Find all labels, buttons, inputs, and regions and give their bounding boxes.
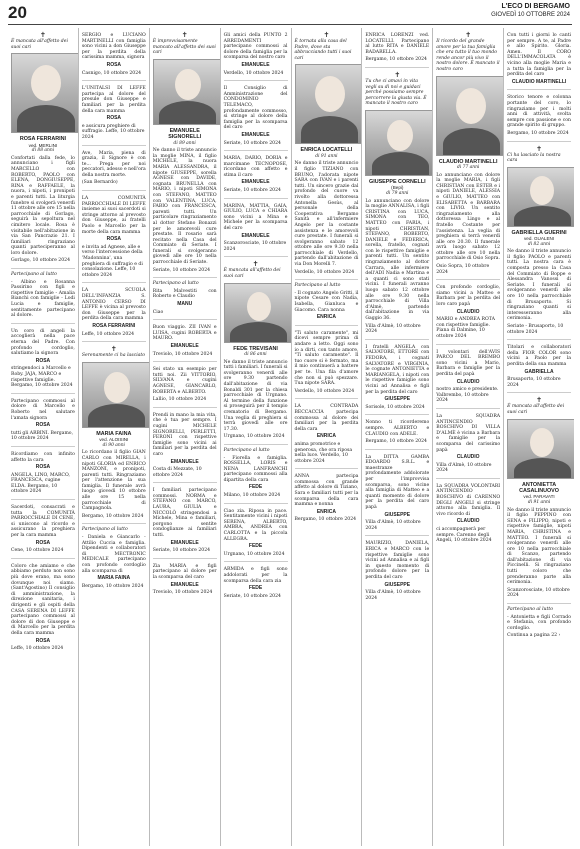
notice-place-date: Continua a pagina 22 › bbox=[507, 633, 561, 639]
notice-text: Coloro che amiamo e che abbiamo perduto non sono più dove erano, ma sono dovunque noi siamo. (Sant'Agostino) Il consiglio di amministrazione, la direzione sanitaria, i dirigenti e gli ospiti della CASA SERENA DI LEFFE partecipano commossi al dolore di don Giuseppe e di Marcello per la perdita della cara mamma bbox=[11, 563, 75, 636]
deceased-name: ANTONIETTA CASALINUOVO bbox=[519, 481, 559, 494]
notice-place-date: Bergamo, 10 ottobre 2024 bbox=[507, 130, 569, 136]
notice-text: MARINA, MATTIA, GAIA, GIULIO, LUCA e CHIARA sono vicini a Mina e Michele per la scomparsa del caro bbox=[223, 203, 288, 232]
notice-text: Lo annunciano con dolore la moglie MARIA, i figli CHRISTIAN con ESTER e i nipoti DANIELE, ALESSIA e GIULIO, MATTEO con ELISABETTA e BARBARA con LIVIO. Un sentito ringraziamento alla dottoressa Lingo e al fratello Costante per l'assistenza. La veglia di preghiera si terrà venerdì alle ore 20.30. Il funerale avrà luogo sabato 12 ottobre alle ore 10 nella parrocchiale di Osio Sopra. bbox=[436, 172, 501, 262]
cross-icon: ✝ bbox=[394, 70, 401, 79]
notice-text: Storico tenore e colonna portante del coro, lo ringraziamo per i molti anni di attività, svolta sempre con passione e con grande spirito di gruppo. bbox=[507, 95, 571, 129]
notice-text: La SQUADRA VOLONTARI ANTINCENDIO BOSCHIVO di CARENNO DEGLI ANGELI si stringe attorno alla famiglia. Il vivo ricordo di bbox=[436, 483, 501, 517]
notice-place-date: Seriate - Brusaporto, 10 ottobre 2024 bbox=[507, 324, 564, 335]
obituary-notice bbox=[224, 257, 288, 445]
notice-place-date: Villa d'Almè, 10 ottobre 2024 bbox=[365, 323, 421, 335]
notice-text: I volontari dell'AVIS PARCO DEL BREMBO sono vicini a Mario, Barbara e famiglie per la perdita del papà bbox=[436, 349, 501, 377]
notice-name-highlight: ENRICA bbox=[316, 314, 337, 321]
obituary-notice bbox=[11, 269, 75, 324]
obituary-notice bbox=[365, 340, 429, 416]
notice-place-date: e assicura preghiere di suffragio. Leffe, 10 ottobre 2024 bbox=[81, 123, 145, 140]
notice-name-highlight: FEDE bbox=[248, 543, 263, 550]
column-6 bbox=[362, 28, 433, 846]
notice-name-highlight: FEDE bbox=[248, 585, 263, 592]
portrait-photo bbox=[507, 167, 574, 227]
deceased-name: ENRICA LOCATELLI bbox=[300, 147, 353, 154]
notice-text: Con tutti i giorni lo canti per sempre. A te, al Padre e allo Spirito. Gloria. Amen. Il CORO DELL'IMMACOLATA è vicino alla moglie Maria e a tutta la famiglia per la perdita del caro bbox=[507, 33, 571, 78]
notice-name-highlight: CLAUDIO bbox=[456, 378, 480, 385]
notice-name-highlight: GIUSEPPE bbox=[384, 396, 411, 403]
notice-place-date: Treviolo, 10 ottobre 2024 bbox=[152, 351, 213, 357]
obituary-columns bbox=[8, 28, 574, 846]
obituary-notice bbox=[436, 28, 500, 280]
portrait-shoulders bbox=[372, 152, 429, 176]
notice-intro: Partecipano al lutto bbox=[11, 272, 57, 278]
notice-place-date: Villa d'Almè, 10 ottobre 2024 bbox=[365, 520, 421, 531]
notice-name-highlight: ROSA bbox=[106, 236, 122, 243]
cross-icon: ✝ bbox=[323, 31, 330, 39]
notice-text: Ave, Maria, piena di grazia, il Signore è con te... Prega per noi peccatori, adesso e nell'ora della nostra morte. bbox=[81, 150, 146, 178]
notice-text: Ricordiamo con infinito affetto la cara bbox=[11, 451, 75, 463]
obituary-notice bbox=[507, 604, 571, 643]
notice-text: Ne danno il triste annuncio la moglie MINA, il figlio MICHELE, la nuora MARIA ALESSANDRA, il nipote GIUSEPPE, sorella AGNESE con DAVIDE, cognata BRUNELLA con MARIO, i nipoti SIMONA con STEFANO, MATTEO con VALENTINA, LUCA, FABIO con FRANCESCA, parenti tutti. Un particolare ringraziamento al dottor Stefano Bonazzi per le amorevoli cure prestate. Il rosario sarà recitato nella Casa del Commiato di Seriate. I funerali si svolgeranno giovedì alle ore 10 nella parrocchiale di Seriate. bbox=[152, 148, 217, 266]
notice-text: Gli amici della PUNTO 2 ARREDAMENTI partecipano commossi al dolore della famiglia per la scomparsa del nostro caro bbox=[223, 33, 288, 61]
column-1 bbox=[8, 28, 79, 846]
notice-place-date: Scanzorosciate, 10 ottobre 2024 bbox=[507, 587, 570, 599]
notice-place-date: Osio Sopra, 10 ottobre 2024 bbox=[436, 264, 490, 275]
obituary-notice bbox=[507, 142, 571, 341]
portrait-shoulders bbox=[443, 128, 500, 156]
notice-place-date: Verdello, 10 ottobre 2024 bbox=[223, 70, 284, 76]
obituary-notice bbox=[365, 536, 429, 605]
notice-place-date: Seriate, 10 ottobre 2024 bbox=[223, 593, 281, 599]
obituary-notice bbox=[507, 340, 571, 393]
deceased-age: di 88 anni bbox=[31, 148, 55, 154]
portrait-face bbox=[175, 69, 201, 100]
notice-place-date: Bergamo, 10 ottobre 2024 bbox=[81, 583, 144, 589]
notice-place-date: Bergamo, 10 ottobre 2024 bbox=[365, 439, 427, 445]
portrait-shoulders bbox=[88, 404, 145, 428]
portrait-face bbox=[31, 65, 61, 101]
obituary-notice bbox=[153, 559, 217, 600]
cross-icon: ✝ bbox=[536, 396, 542, 405]
notice-name-highlight: ROSA bbox=[35, 422, 51, 429]
notice-text: - Daniela e Giancarlo - Attilio Cuccia e famiglia. Dipendenti e collaboratori di MECTRONIC MEDICALE partecipano con profondo cordoglio alla scomparsa di bbox=[81, 535, 146, 574]
portrait-face bbox=[315, 76, 345, 112]
notice-place-date: Treviolo, 10 ottobre 2024 bbox=[152, 590, 213, 596]
deceased-maiden-name: ved. MERLINI bbox=[28, 142, 58, 148]
deceased-age: di 91 anni bbox=[527, 499, 551, 505]
notice-place-date: Lallio, 10 ottobre 2024 bbox=[152, 397, 207, 403]
notice-name-highlight: EMANUELE bbox=[170, 458, 199, 465]
notice-name-highlight: ENRICA bbox=[316, 433, 337, 440]
cross-icon: ✝ bbox=[40, 31, 46, 39]
obituary-notice bbox=[82, 28, 146, 81]
portrait-shoulders bbox=[230, 322, 287, 343]
obituary-notice bbox=[507, 28, 571, 90]
notice-place-date: Milano, 10 ottobre 2024 bbox=[223, 493, 281, 499]
notice-text: Lo ricordano il figlio GIAN CARLO con MIRELLA, i nipoti GLORIA ed ENRICO MANZONI, e pronipoti, parenti tutti. Ringraziamo per l'attenzione la sua famiglia. Il funerale avrà luogo giovedì 10 ottobre alle ore 15 nella parrocchiale di Campagnola. bbox=[81, 450, 146, 512]
notice-text: LA COMUNITÀ PARROCCHIALE DI LEFFE insieme ai suoi sacerdoti si stringe attorno al prevosto don Giuseppe, ai fratelli Paolo e Marcello per la morte della cara mamma bbox=[81, 196, 146, 235]
notice-place-date: Brusaporto, 10 ottobre 2024 bbox=[507, 377, 561, 388]
portrait-face bbox=[530, 428, 554, 457]
notice-place-date: Cene, 10 ottobre 2024 bbox=[11, 548, 64, 554]
notice-place-date: Leffe, 10 ottobre 2024 bbox=[81, 331, 135, 337]
notice-text: SERGIO e LUCIANO MARTINELLI con famiglia sono vicini a don Giuseppe per la perdita della carissima mamma, signora bbox=[81, 33, 146, 61]
deceased-name: GABRIELLA GUERINI bbox=[511, 229, 567, 236]
column-2 bbox=[79, 28, 150, 846]
notice-place-date: Verdello, 10 ottobre 2024 bbox=[294, 388, 355, 394]
notice-name-highlight: EMANUELE bbox=[170, 539, 199, 546]
notice-place-date: Urgnano, 10 ottobre 2024 bbox=[223, 551, 285, 557]
notice-place-date: nostro amico e presidente. Valbrembo, 10 ottobre 2024 bbox=[436, 387, 499, 404]
deceased-maiden-name: (Bepi) bbox=[391, 185, 404, 191]
notice-name-highlight: EMANUELE bbox=[241, 232, 270, 239]
publication-info bbox=[491, 3, 570, 19]
notice-place-date: Seriate, 10 ottobre 2024 bbox=[223, 188, 281, 194]
notice-text: Titolari e collaboratori della FIOR COLOR sono vicini a Paolo per la perdita della sua mamma bbox=[507, 345, 571, 367]
obituary-notice bbox=[82, 283, 146, 342]
notice-text: Partecipano commossi al dolore di Marcello e Roberto nel salutare l'amata signora bbox=[11, 398, 75, 421]
notice-text: Ne danno il triste annuncio tutti i familiari. I funerali si svolgeranno venerdì alle ore 9.30 partendo dall'abitazione di via Bonaldi 301 per la chiesa parrocchiale di Urgnano. Al termine della funzione si proseguirà per il tempio crematorio di Bergamo. Una veglia di preghiera si terrà giovedì alle ore 17.30. bbox=[223, 359, 288, 432]
deceased-maiden-name: ved. PARAVATI bbox=[523, 494, 555, 500]
obituary-notice bbox=[295, 326, 359, 400]
notice-name-highlight: CLAUDIO MARTINELLI bbox=[511, 78, 567, 85]
obituary-notice bbox=[82, 342, 146, 524]
notice-name-highlight: FEDE bbox=[248, 484, 263, 491]
notice-text: - Albino e Rosanna Passirino con figli e rispettive famiglie - Amalia Bianchi con famiglie - Lodi Lucia e famiglie, sentitamente partecipano al dolore. bbox=[11, 279, 75, 319]
notice-name-highlight: CLAUDIO bbox=[456, 454, 480, 461]
deceased-age: di 91 anni bbox=[315, 153, 338, 159]
obituary-notice bbox=[295, 399, 359, 469]
obituary-notice bbox=[224, 504, 288, 563]
notice-place-date: Sorisole, 10 ottobre 2024 bbox=[365, 404, 425, 410]
obituary-notice bbox=[224, 562, 288, 603]
notice-intro: Serenamente ci ha lasciato bbox=[81, 353, 146, 359]
notice-intro: Il ricordo del grande amore per la tua famiglia che era tutto il tuo mondo rende ancor più vivo il nostro dolore. È mancato il nostro caro bbox=[436, 39, 500, 72]
deceased-name: FEDE TREVISANI bbox=[233, 345, 278, 352]
notice-text: ARMIDA e figli sono addolorati per la scomparsa della cara zia bbox=[223, 567, 288, 584]
notice-name-highlight: CLAUDIO bbox=[456, 518, 480, 525]
notice-name-highlight: ROSA bbox=[106, 115, 122, 122]
notice-text: Ne danno il triste annuncio il figlio PAOLO e parenti tutti. La nostra cara è composta presso la Casa del Commiato di Boppe e Alessandra Vanossi di Seriate. I funerali si svolgeranno venerdì alle ore 10 nella parrocchiale di Brusaporto. Si ringraziano quanti si interesseranno alla cerimonia. bbox=[507, 249, 571, 322]
notice-place-date: Verdello, 10 ottobre 2024 bbox=[294, 269, 355, 275]
notice-name-highlight: MANU bbox=[177, 301, 193, 308]
cross-icon: ✝ bbox=[252, 260, 259, 269]
notice-name-highlight: GIUSEPPE bbox=[384, 511, 411, 518]
notice-name-highlight: EMANUELE bbox=[241, 179, 270, 186]
deceased-age: di 77 anni bbox=[457, 164, 480, 170]
obituary-notice bbox=[365, 450, 429, 537]
notice-text: Ne danno il triste annuncio il figlio TIZIANO con BRUNO, l'adorata nipote SARA con IVAN e i parenti tutti. Un sincero grazie dal profondo del cuore va rivolto alla dottoressa Antonella Gesùs, al personale della Cooperativa Bergamo Sanità e all'infermiere Angelo per la costante assistenza e le amorevoli cure prestate. I funerali si svolgeranno sabato 12 ottobre alle ore 9.30 nella parrocchiale di Verdello, partendo dall'abitazione di via Don Morelli 7. bbox=[294, 161, 359, 268]
notice-intro: È improvvisamente mancato all'affetto dei suoi cari bbox=[152, 39, 216, 56]
notice-name-highlight: ROSA bbox=[35, 637, 51, 644]
notice-intro: È mancata all'affetto dei suoi cari bbox=[507, 404, 565, 415]
notice-text: "Ti saluto caramente", mi dicevi sempre prima di andare a letto. Oggi sono io a dirti, con tanto amore, "Ti saluto caramente". Il tuo cuore si è fermato, ma il mio continuerà a battere per te. Una fila d'amore che non si può spezzare. Tua nipote SARA. bbox=[294, 330, 359, 387]
column-3 bbox=[150, 28, 221, 846]
notice-place-date: Bergamo, 10 ottobre 2024 bbox=[81, 513, 144, 519]
notice-text: Zia MARIA e figli partecipano al dolore per la scomparsa del caro bbox=[152, 563, 217, 580]
notice-intro: Ci ha lasciato la nostra cara bbox=[507, 152, 561, 164]
notice-text: Confortati dalla fede, lo annunciano i figli MARCELLO con ROBERTO, PAOLO con ELENA, DONGIUSEPPE, RINA e RAFFAELE, la nuora, i nipoti, i pronipoti e parenti tutti. La liturgia funebre si svolgerà venerdì 11 ottobre alle ore 15 nella parrocchiale di Gorlago, seguirà la sepoltura nel cimitero locale. Rosa è visitabile nell'abitazione in via San Pancrazio 21. I familiari ringraziano quanti parteciperanno al loro dolore. bbox=[11, 155, 75, 256]
notice-name-highlight: ROSA bbox=[35, 464, 51, 471]
deceased-name: GIUSEPPE CORNELLI bbox=[369, 178, 426, 185]
notice-place-date: (San Bernardo) bbox=[81, 180, 118, 186]
notice-place-date: Villa d'Almè, 10 ottobre 2024 bbox=[365, 590, 421, 601]
obituary-notice bbox=[153, 408, 217, 484]
obituary-notice bbox=[436, 345, 500, 409]
portrait-photo bbox=[11, 53, 79, 133]
cross-icon: ✝ bbox=[110, 345, 117, 354]
notice-intro: Partecipano al lutto bbox=[223, 447, 270, 453]
notice-text: I familiari partecipano commossi. NORMA e STEFANO con MARCO, LAURA, GIULIA e NICCOLÒ stringendosi a Michele, Mina e familiari, porgono sentite condoglianze ai familiari tutti. bbox=[152, 488, 217, 539]
cross-icon: ✝ bbox=[465, 31, 472, 39]
notice-place-date: Villa d'Almè, 10 ottobre 2024 bbox=[436, 462, 492, 474]
notice-place-date: Leffe, 10 ottobre 2024 bbox=[11, 646, 64, 652]
portrait-shoulders bbox=[17, 105, 74, 133]
notice-text: Sei stato un esempio per tutti noi. Zii VITTORIO, SILVANA e cugini AGNESE, GIANCARLO, ROBERTA e ALBERTO. bbox=[152, 367, 217, 395]
notice-text: Ciao zia. Riposa in pace. Sentitamente vicini i nipoti SERENA, ALBERTO, AMBRA, ANDREA con CARLOTTA e la piccola ALLEGRA. bbox=[223, 508, 288, 542]
obituary-notice bbox=[224, 199, 288, 258]
notice-text: ANNA partecipa commossa con grande affetto al dolore di Tiziano, Sara e familiari tutti per la scomparsa della cara mamma e nonna bbox=[294, 474, 359, 508]
notice-place-date: ANGELA, LINO, MARCO, FRANCESCA, cugine ELDA. Bergamo, 10 ottobre 2024 bbox=[11, 472, 70, 495]
notice-place-date: ci accompagnerà per sempre. Carenno degli Angeli, 10 ottobre 2024 bbox=[436, 527, 492, 544]
notice-name-highlight: ENRICA bbox=[316, 508, 337, 515]
portrait-shoulders bbox=[514, 206, 571, 227]
notice-name-highlight: MARIA FAINA bbox=[97, 575, 131, 582]
column-7 bbox=[433, 28, 504, 846]
obituary-notice bbox=[11, 500, 75, 559]
notice-place-date: tutti gli ARBINI. Bergamo, 10 ottobre 2024 bbox=[11, 430, 74, 442]
obituary-notice bbox=[436, 479, 500, 548]
obituary-notice bbox=[295, 280, 359, 326]
cross-icon: ✝ bbox=[536, 144, 542, 153]
notice-text: ENRICA LORENZI ved. LOCATELLI. Partecipano al lutto RITA e DANIELE BADARELLA. bbox=[365, 33, 430, 55]
deceased-age: di 89 anni bbox=[173, 140, 196, 146]
notice-text: Ne danno il triste annuncio il figlio PEPPINO con SENA e FILIPPO, nipoti e rispettive famiglie, nipoti MARIA, CHRISTINA e MATTEO. I funerali si svolgeranno venerdì alle ore 10 nella parrocchiale di Scanzo, partendo dall'abitazione di via Piccinelli. Si ringraziano tutti coloro che prenderanno parte alla cerimonia. bbox=[507, 507, 571, 586]
obituary-notice bbox=[153, 362, 217, 408]
obituary-notice bbox=[224, 81, 288, 151]
notice-intro: È tornata alla casa del Padre, dove sta abbracciando tutti i suoi cari bbox=[294, 39, 352, 61]
notice-place-date: Gorlago, 10 ottobre 2024 bbox=[11, 258, 71, 264]
obituary-notice bbox=[11, 324, 75, 394]
obituary-notice bbox=[153, 483, 217, 559]
portrait-shoulders bbox=[159, 101, 216, 125]
deceased-name: ROSA FERRARINI bbox=[19, 136, 67, 143]
notice-intro: Partecipano al lutto bbox=[294, 283, 341, 289]
notice-text: Sacerdoti, consacrati e tutta la COMUNITÀ PARROCCHIALE DI CENE, si uniscono al ricordo e assicurano la preghiera per la cara mamma bbox=[11, 505, 75, 539]
obituary-notice bbox=[11, 28, 75, 269]
portrait-photo bbox=[295, 64, 363, 144]
obituary-notice bbox=[295, 469, 359, 527]
header-rule bbox=[8, 24, 572, 25]
notice-text: Rita Malvestiti con Roberto e Claudio bbox=[152, 288, 217, 300]
notice-text: MAURIZIO, DANIELA, ERICA e MARCO con le rispettive famiglie sono vicini ad Annalisa e ai figli in questo momento di profondo dolore per la perdita del caro bbox=[365, 541, 430, 580]
publication-date: GIOVEDÌ 10 OTTOBRE 2024 bbox=[491, 12, 570, 18]
notice-text: Un coro di angeli la accoglierà nella pace eterna del Padre. Con profondo cordoglio, salutiamo la signora bbox=[11, 328, 75, 357]
portrait-photo bbox=[153, 59, 221, 125]
notice-name-highlight: EMANUELE bbox=[241, 61, 270, 68]
notice-text: Nonno ti ricorderemo sempre. ALBERTO e CLAUDIO con ADELE. bbox=[365, 420, 430, 437]
portrait-face bbox=[456, 88, 486, 124]
notice-intro: Partecipano al lutto bbox=[152, 281, 199, 287]
notice-place-date: Ciao bbox=[152, 309, 164, 315]
portrait-photo bbox=[224, 283, 292, 343]
portrait-face bbox=[247, 292, 271, 321]
notice-intro: È mancata all'affetto dei suoi cari bbox=[223, 268, 281, 279]
notice-intro: Partecipano al lutto bbox=[81, 527, 128, 533]
notice-place-date: Seriate, 10 ottobre 2024 bbox=[152, 267, 211, 273]
obituary-notice bbox=[436, 280, 500, 344]
notice-intro: È mancata all'affetto dei suoi cari bbox=[11, 39, 68, 50]
obituary-notice bbox=[365, 415, 429, 449]
obituary-notice bbox=[82, 146, 146, 192]
obituary-notice bbox=[224, 28, 288, 81]
notice-text: La DITTA GAMBA EDOARDO S.R.L. e maestranze profondamente addolorate per l'improvvisa scomparsa, sono vicine alla famiglia di Matteo e a quanti momento di dolore per la perdita del caro papà bbox=[365, 454, 430, 511]
portrait-photo bbox=[507, 419, 574, 479]
notice-place-date: Costa di Mezzate, 10 ottobre 2024 bbox=[152, 467, 202, 478]
deceased-maiden-name: ved. GUALENI bbox=[523, 236, 555, 242]
portrait-shoulders bbox=[301, 116, 358, 144]
obituary-notice bbox=[507, 393, 571, 604]
notice-text: - Fiorella e famiglia. ROSSELLA, LORIS e NENA LANFRANCHI partecipano commossi alla dipartita della cara bbox=[223, 455, 288, 483]
notice-place-date: MARIO e ANDREA ROTA con rispettive famiglie. Piana di Dalmine, 10 ottobre 2024 bbox=[436, 317, 495, 339]
notice-text: Buon viaggio. ZII IVAN e LUISA, cugini ROBERTA e MAURO. bbox=[152, 325, 217, 342]
obituary-notice bbox=[224, 151, 288, 199]
deceased-maiden-name: ved. ALOISINI bbox=[99, 437, 129, 443]
notice-place-date: Scanzorosciate, 10 ottobre 2024 bbox=[223, 241, 287, 252]
deceased-name: EMANUELE SIGNORELLI bbox=[168, 127, 202, 141]
notice-place-date: Bergamo, 10 ottobre 2024 bbox=[365, 57, 427, 63]
notice-name-highlight: ROSA bbox=[106, 61, 122, 68]
notice-text: I fratelli ANGELA con SALVATORE, ETTORE con FEDORA, i cognati SALVATORE e VIRGINIA, le cognate ANTONIETTA e MARIANGELA, i nipoti con le rispettive famiglie sono vicini ad Annalisa e figli per la perdita del caro bbox=[365, 344, 430, 395]
portrait-face bbox=[387, 120, 413, 151]
notice-place-date: Bergamo, 10 ottobre 2024 bbox=[294, 517, 357, 523]
portrait-face bbox=[104, 372, 130, 403]
portrait-photo bbox=[365, 110, 433, 176]
obituary-notice bbox=[153, 320, 217, 362]
obituary-notice bbox=[295, 28, 359, 280]
deceased-name: CLAUDIO MARTINELLI bbox=[438, 158, 498, 165]
portrait-shoulders bbox=[514, 458, 571, 479]
deceased-age: di 79 anni bbox=[386, 190, 409, 196]
notice-text: Lo annunciano con dolore la moglie ANNALISA, i figli CRISTINA con LUCA, SIMONA con TEO, MATTEO con FARIA, i nipoti CHRISTIAN, STEFANO, ROBERTO, DANIELE e FEDERICA, sorella, fratello, cognati con le rispettive famiglie e parenti tutti. Un sentito ringraziamento al dottor Carrara, alle infermiere dell'ADI Nadia e Martina e a quanti ci sono stati vicini. I funerali avranno luogo sabato 12 ottobre alle ore 9.30 nella parrocchiale di Villa d'Almè, partendo dall'abitazione in via Gaggio 36. bbox=[365, 198, 430, 321]
obituary-notice bbox=[365, 28, 429, 68]
notice-place-date: e invita ad Agnese, alle e verso l'intercessione della 'Madonnina', una preghiera di suffragio e di consolazione. Leffe, 10 ottobre 2024 bbox=[81, 244, 143, 278]
deceased-age: di 86 anni bbox=[244, 352, 267, 357]
notice-place-date: stringendoci a Marcello e Roby. JAJA, MARCO e rispettive famiglie. Bergamo, 10 ottobre 2024 bbox=[11, 366, 73, 389]
notice-name-highlight: GABRIELLA bbox=[524, 368, 554, 375]
notice-text: LA SCUOLA DELL'INFANZIA S. ANTONIO CERSO DI LEFFE è vicina al prevosto don Giuseppe per la perdita della cara mamma bbox=[81, 288, 146, 322]
obituary-notice bbox=[507, 90, 571, 141]
obituary-notice bbox=[82, 81, 146, 145]
page-header bbox=[0, 0, 580, 26]
notice-name-highlight: ROSA FERRARINI bbox=[92, 322, 136, 329]
publication-name: L'ECO DI BERGAMO bbox=[501, 3, 570, 10]
page-number: 20 bbox=[8, 3, 27, 22]
notice-text: LA CONTRADA BECCACCIA partecipa commossa al dolore dei familiari per la perdita della cara bbox=[294, 404, 359, 432]
notice-text: Il Consiglio di Amministrazione del CONDOMINIO TELEMACO, profondamente commosso, si stringe al dolore della famiglia per la scomparsa del caro bbox=[223, 86, 288, 131]
portrait-photo bbox=[436, 76, 504, 156]
obituary-notice bbox=[11, 394, 75, 447]
obituary-notice bbox=[82, 191, 146, 283]
notice-name-highlight: CLAUDIO bbox=[456, 308, 480, 315]
notice-text: Con profondo cordoglio, siamo vicini a Matteo e Barbara per la perdita del loro caro papà bbox=[436, 285, 501, 308]
notice-intro: Partecipano al lutto bbox=[507, 607, 553, 613]
deceased-age: di 82 anni bbox=[527, 241, 551, 247]
notice-name-highlight: ROSA bbox=[35, 357, 51, 364]
obituary-notice bbox=[82, 524, 146, 593]
column-4 bbox=[221, 28, 292, 846]
obituary-notice bbox=[153, 278, 217, 320]
deceased-age: di 90 anni bbox=[102, 442, 125, 448]
notice-text: La SQUADRA ANTINCENDIO BOSCHIVO DI VILLA D'ALMÈ è vicina a Barbara e famiglie per la scomparsa del carissimo papà bbox=[436, 413, 501, 453]
obituary-notice bbox=[436, 409, 500, 479]
notice-place-date: Seriate, 10 ottobre 2024 bbox=[152, 548, 211, 554]
cross-icon: ✝ bbox=[181, 31, 188, 39]
portrait-face bbox=[530, 176, 554, 205]
notice-intro: Tu che ci amavi in vita vegli su di noi e guidaci perché possiamo sempre percorrere la giusta via. È mancato il nostro caro bbox=[365, 78, 427, 107]
notice-text: - Antonietta e figli Corrado e Stefania, con profondo cordoglio. bbox=[507, 614, 571, 631]
notice-place-date: Urgnano, 10 ottobre 2024 bbox=[223, 434, 285, 440]
obituary-notice bbox=[153, 28, 217, 278]
column-5 bbox=[292, 28, 363, 846]
obituary-notice bbox=[11, 559, 75, 656]
notice-text: MARIA, DARIO, DORIA e marcimane TECNOPOSE, ricordano con affetto e stima il caro bbox=[223, 156, 288, 178]
notice-text: Prendi in mano la mia vita, che è tua per sempre. I cugini MICHELE SIGNORELLI, PERLETTI, FERONI con rispettive famiglie sono vicini ai familiari per la perdita del caro bbox=[152, 412, 217, 457]
notice-place-date: Seriate, 10 ottobre 2024 bbox=[223, 140, 281, 146]
notice-text: L'UNITALSI DI LEFFE partecipa al dolore del presule don Giuseppe e familiari per la perdita della cara mamma bbox=[81, 86, 146, 114]
notice-place-date: anima promotrice e generosa, che ora riposa nella luce. Verdello, 10 ottobre 2024 bbox=[294, 441, 353, 464]
notice-place-date: Casnigo, 10 ottobre 2024 bbox=[81, 70, 142, 76]
obituary-notice bbox=[224, 445, 288, 504]
notice-name-highlight: EMANUELE bbox=[170, 581, 199, 588]
notice-name-highlight: EMANUELE bbox=[241, 131, 270, 138]
notice-name-highlight: GIUSEPPE bbox=[384, 581, 411, 588]
column-8 bbox=[504, 28, 574, 846]
portrait-photo bbox=[82, 362, 150, 428]
obituary-notice bbox=[11, 447, 75, 500]
obituary-notice bbox=[365, 68, 429, 340]
notice-text: - Il cognato Angelo Gritti, il nipote Cesare con Nadia, Isabella, Gianluca e Giacomo. Cara nonna bbox=[294, 290, 359, 313]
deceased-name: MARIA FAINA bbox=[96, 430, 132, 437]
notice-name-highlight: ROSA bbox=[35, 539, 51, 546]
notice-name-highlight: EMANUELE bbox=[170, 343, 199, 349]
